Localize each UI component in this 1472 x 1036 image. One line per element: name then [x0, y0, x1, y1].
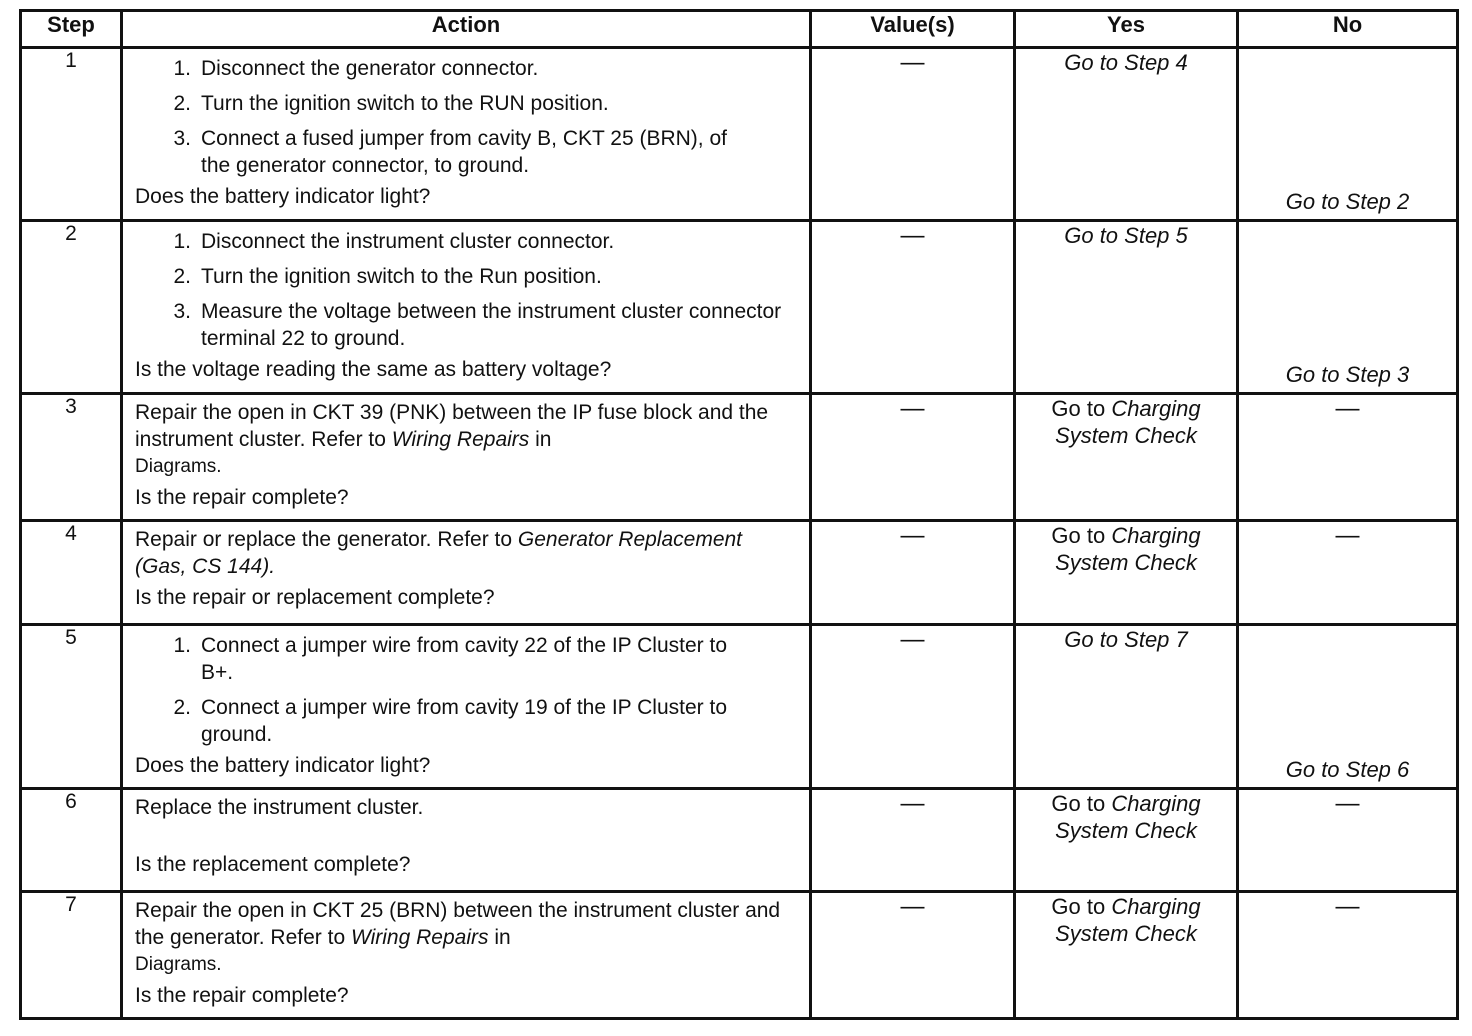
no-cell: —	[1238, 789, 1458, 892]
table-row	[21, 789, 1458, 892]
value-cell: —	[811, 48, 1015, 221]
no-cell: Go to Step 6	[1238, 625, 1458, 789]
list-item: 2. Connect a jumper wire from cavity 19 of the IP Cluster to ground.	[173, 696, 728, 746]
action-cell	[122, 625, 811, 789]
list-item: 1. Connect a jumper wire from cavity 22 of the IP Cluster to B+.	[173, 634, 728, 684]
value-cell: —	[811, 221, 1015, 394]
header-action: Action	[122, 11, 811, 48]
header-values: Value(s)	[811, 11, 1015, 48]
yes-cell: Go to Charging System Check	[1015, 521, 1238, 625]
step-number: 7	[21, 892, 122, 1019]
step-number: 4	[21, 521, 122, 625]
question: Is the repair complete?	[135, 984, 349, 1007]
no-cell: Go to Step 3	[1238, 221, 1458, 394]
yes-cell: Go to Step 5	[1015, 221, 1238, 394]
table-row	[21, 48, 1458, 221]
action-cell: Replace the instrument cluster. Is the replacement complete?	[122, 789, 811, 892]
question: Does the battery indicator light?	[135, 185, 431, 208]
list-item: 1. Disconnect the generator connector.	[173, 57, 539, 80]
yes-cell: Go to Charging System Check	[1015, 394, 1238, 521]
value-cell: —	[811, 892, 1015, 1019]
list-item: 1. Disconnect the instrument cluster connector.	[173, 230, 615, 253]
table-row	[21, 521, 1458, 625]
step-number: 6	[21, 789, 122, 892]
list-item: 3. Measure the voltage between the instrument cluster connector terminal 22 to ground.	[173, 300, 782, 350]
header-no: No	[1238, 11, 1458, 48]
action-cell	[122, 221, 811, 394]
no-cell: —	[1238, 394, 1458, 521]
question: Is the voltage reading the same as battery voltage?	[135, 358, 612, 381]
table-row	[21, 221, 1458, 394]
step-number: 2	[21, 221, 122, 394]
diagnostic-table	[19, 9, 1459, 1020]
no-cell: —	[1238, 892, 1458, 1019]
question: Does the battery indicator light?	[135, 754, 431, 777]
no-cell: —	[1238, 521, 1458, 625]
value-cell: —	[811, 625, 1015, 789]
yes-cell: Go to Charging System Check	[1015, 789, 1238, 892]
list-item: 2. Turn the ignition switch to the RUN position.	[173, 92, 609, 115]
table-row	[21, 625, 1458, 789]
value-cell: —	[811, 394, 1015, 521]
question: Is the repair or replacement complete?	[135, 586, 495, 609]
value-cell: —	[811, 521, 1015, 625]
action-cell: Repair or replace the generator. Refer to Generator Replacement (Gas, CS 144). Is the repair or replacement complete?	[122, 521, 811, 625]
yes-cell: Go to Step 7	[1015, 625, 1238, 789]
table-row	[21, 892, 1458, 1019]
yes-cell: Go to Charging System Check	[1015, 892, 1238, 1019]
action-cell	[122, 48, 811, 221]
no-cell: Go to Step 2	[1238, 48, 1458, 221]
action-cell: Repair the open in CKT 25 (BRN) between the instrument cluster and the generator. Refer to Wiring Repairs in Diagrams. Is the repair complete?	[122, 892, 811, 1019]
list-item: 2. Turn the ignition switch to the Run position.	[173, 265, 602, 288]
yes-cell: Go to Step 4	[1015, 48, 1238, 221]
question: Is the repair complete?	[135, 486, 349, 509]
table-row	[21, 394, 1458, 521]
header-step: Step	[21, 11, 122, 48]
action-cell: Repair the open in CKT 39 (PNK) between the IP fuse block and the instrument cluster. Refer to Wiring Repairs in Diagrams. Is the repair complete?	[122, 394, 811, 521]
step-number: 3	[21, 394, 122, 521]
header-yes: Yes	[1015, 11, 1238, 48]
step-number: 1	[21, 48, 122, 221]
header-row	[21, 11, 1458, 48]
question: Is the replacement complete?	[135, 853, 411, 876]
step-number: 5	[21, 625, 122, 789]
list-item: 3. Connect a fused jumper from cavity B, CKT 25 (BRN), of the generator connector, to ground.	[173, 127, 727, 177]
value-cell: —	[811, 789, 1015, 892]
